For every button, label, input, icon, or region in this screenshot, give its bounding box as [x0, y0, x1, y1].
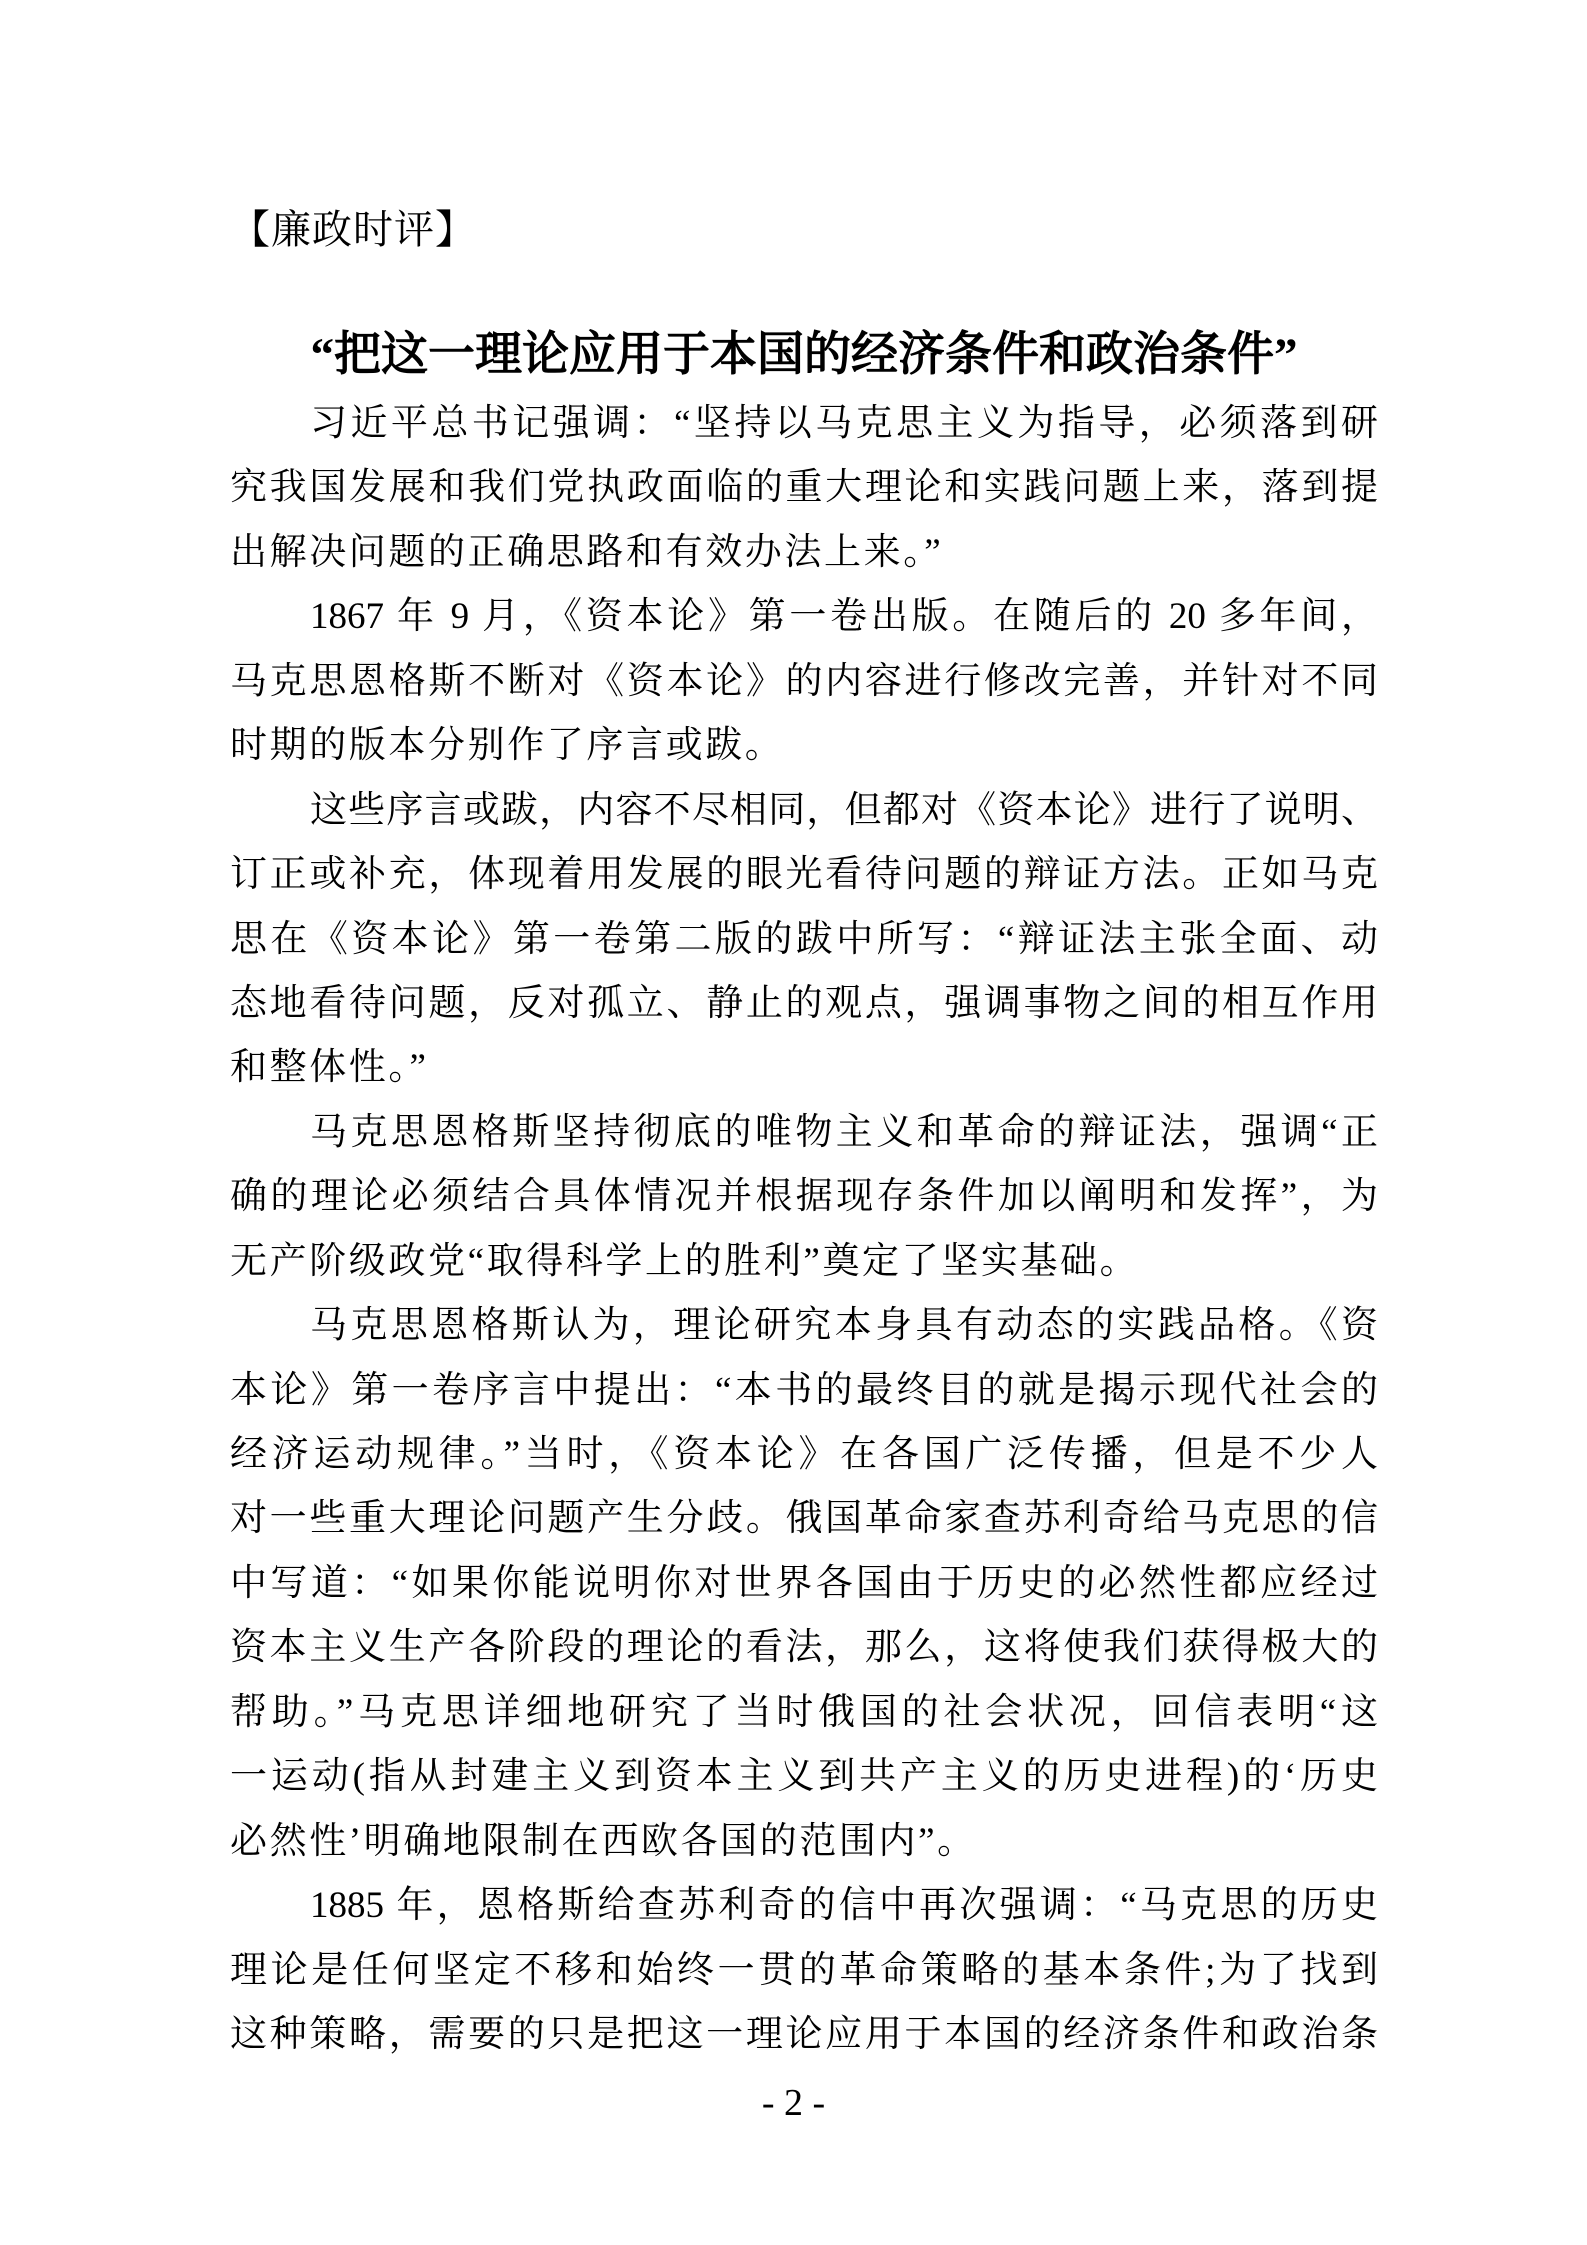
text-line: 理论是任何坚定不移和始终一贯的革命策略的基本条件;为了找到: [230, 1949, 1378, 1991]
text-line: 马克思恩格斯认为，理论研究本身具有动态的实践品格。《资: [310, 1305, 1378, 1347]
text-line: 确的理论必须结合具体情况并根据现存条件加以阐明和发挥”，为: [230, 1176, 1378, 1218]
text-line: 和整体性。”: [230, 1047, 429, 1089]
text-line: 订正或补充，体现着用发展的眼光看待问题的辩证方法。正如马克: [230, 854, 1378, 896]
text-line: 必然性’明确地限制在西欧各国的范围内”。: [230, 1820, 977, 1862]
document-body: [230, 392, 1378, 2067]
text-line: 1867 年 9 月，《资本论》第一卷出版。在随后的 20 多年间，: [310, 596, 1378, 638]
text-line: 本论》第一卷序言中提出：“本书的最终目的就是揭示现代社会的: [230, 1369, 1378, 1411]
text-line: 马克思恩格斯坚持彻底的唯物主义和革命的辩证法，强调“正: [310, 1111, 1378, 1153]
text-line: 态地看待问题，反对孤立、静止的观点，强调事物之间的相互作用: [230, 982, 1378, 1024]
text-line: 资本主义生产各阶段的理论的看法，那么，这将使我们获得极大的: [230, 1627, 1378, 1669]
text-line: 时期的版本分别作了序言或跋。: [230, 725, 785, 767]
text-line: 习近平总书记强调：“坚持以马克思主义为指导，必须落到研: [310, 403, 1378, 444]
text-line: 这种策略，需要的只是把这一理论应用于本国的经济条件和政治条: [230, 2013, 1378, 2055]
text-line: 1885 年，恩格斯给查苏利奇的信中再次强调：“马克思的历史: [310, 1885, 1378, 1927]
text-line: 经济运动规律。”当时，《资本论》在各国广泛传播，但是不少人: [230, 1434, 1378, 1475]
text-line: 无产阶级政党“取得科学上的胜利”奠定了坚实基础。: [230, 1240, 1140, 1282]
text-line: 帮助。”马克思详细地研究了当时俄国的社会状况，回信表明“这: [230, 1691, 1378, 1733]
text-line: 思在《资本论》第一卷第二版的跋中所写：“辩证法主张全面、动: [230, 918, 1378, 960]
page-number: - 2 -: [761, 2082, 826, 2124]
text-line: 一运动(指从封建主义到资本主义到共产主义的历史进程)的‘历史: [230, 1756, 1378, 1798]
page-title: “把这一理论应用于本国的经济条件和政治条件”: [310, 329, 1298, 381]
text-line: 究我国发展和我们党执政面临的重大理论和实践问题上来，落到提: [230, 467, 1378, 509]
text-line: 马克思恩格斯不断对《资本论》的内容进行修改完善，并针对不同: [230, 660, 1378, 702]
text-line: 出解决问题的正确思路和有效办法上来。”: [230, 531, 944, 573]
text-line: 中写道：“如果你能说明你对世界各国由于历史的必然性都应经过: [230, 1562, 1378, 1604]
text-column: [230, 0, 1378, 2067]
text-line: 这些序言或跋，内容不尽相同，但都对《资本论》进行了说明、: [310, 789, 1378, 831]
text-line: 对一些重大理论问题产生分歧。俄国革命家查苏利奇给马克思的信: [230, 1498, 1378, 1540]
section-label: 【廉政时评】: [230, 207, 476, 252]
